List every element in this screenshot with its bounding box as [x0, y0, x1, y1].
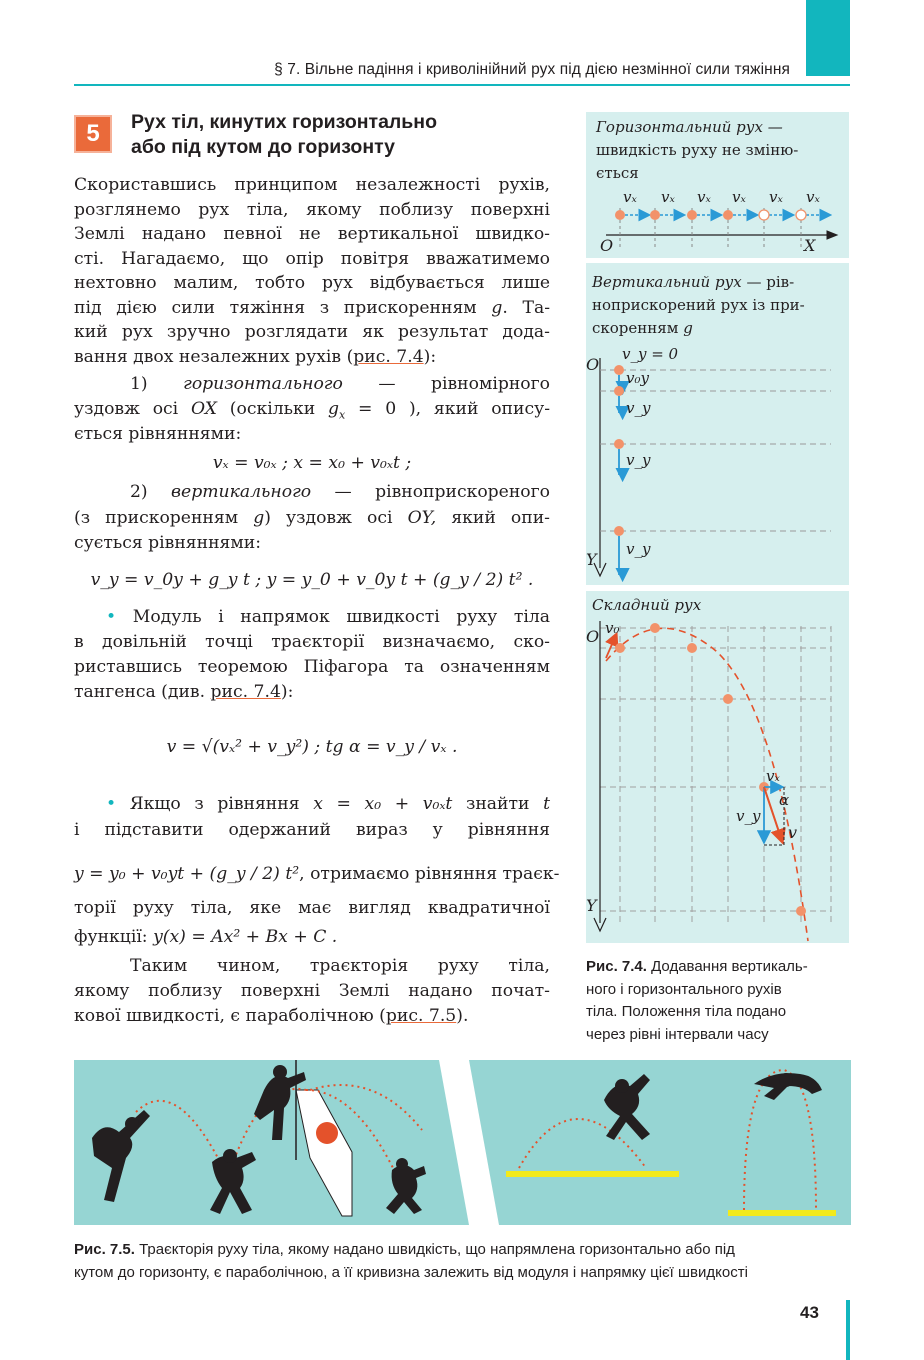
text-line: вання двох незалежних рухів (рис. 7.4): [74, 346, 437, 367]
origin-label: O [586, 355, 600, 374]
vy-label: v_y [626, 451, 651, 469]
y-axis-label: Y [586, 550, 597, 569]
equation-quadratic: y(x) = Ax² + Bx + C . [153, 927, 338, 947]
mirror-plate [296, 1090, 352, 1216]
text-line: кової швидкості, є параболічною (рис. 7.5). [74, 1006, 469, 1026]
body-position [796, 906, 806, 916]
body-position [614, 526, 624, 536]
y-axis-label: Y [586, 896, 597, 915]
body-position-future [759, 210, 769, 220]
bullet-1: • Модуль і напрямок швидкості руху тіла [106, 607, 550, 627]
equation-horizontal: vₓ = v₀ₓ ; x = x₀ + v₀ₓt ; [212, 453, 412, 473]
text-line: y = y₀ + v₀yt + (g_y / 2) t², отримаємо рівняння траєк- [74, 864, 560, 884]
jumping-figures-illustration [74, 1060, 851, 1225]
body-position [723, 694, 733, 704]
body-position [615, 210, 625, 220]
equation-vertical: v_y = v_0y + g_y t ; y = y_0 + v_0y t + (g_y / 2) t² . [90, 570, 534, 590]
running-title: § 7. Вільне падіння і криволінійний рух під дією незмінної сили тяжіння [274, 61, 790, 78]
body-position [650, 623, 660, 633]
vy-label: v_y [736, 807, 761, 825]
section-number-badge: 5 [74, 115, 112, 153]
ball [316, 1122, 338, 1144]
section-title [131, 110, 437, 159]
list-item-1: 1) горизонтального — рівномірного [130, 374, 550, 394]
grid [600, 626, 831, 926]
body-position [614, 386, 624, 396]
list-item-2: 2) вертикального — рівноприскореного [130, 482, 551, 502]
text-line: (з прискоренням g) уздовж осі OY, який опи- [74, 508, 550, 528]
platform-yellow [506, 1171, 679, 1177]
text-line: тангенса (див. рис. 7.4): [74, 682, 294, 702]
body-position [614, 439, 624, 449]
vertical-motion-diagram [586, 263, 849, 585]
section-title-line2: або під кутом до горизонту [131, 135, 396, 158]
equation-y: y = y₀ + v₀yt + (g_y / 2) t² [74, 864, 300, 884]
body-position [614, 365, 624, 375]
x-axis-label: X [804, 236, 816, 255]
body-position [723, 210, 733, 220]
text-line: функції: y(x) = Ax² + Bx + C . [74, 927, 338, 947]
text-line: Таким чином, траєкторія руху тіла, [130, 956, 550, 976]
page-number: 43 [800, 1303, 819, 1322]
vy-label: v_y [626, 540, 651, 558]
origin-label: O [600, 236, 614, 255]
figure-7-5-caption: Рис. 7.5. Траєкторія руху тіла, якому надано швидкість, що напрямлена горизонтально або під кутом до горизонту, є параболічною, а її кривизна залежить від модуля і напрямку цієї швидкості [74, 1241, 748, 1281]
figure-7-4-caption: Рис. 7.4. Додавання вертикаль- ного і горизонтального рухів тіла. Положення тіла подано через рівні інтервали часу [586, 958, 808, 1043]
vy-label: v_y [626, 399, 651, 417]
figure-ref-7-4[interactable]: рис. 7.4 [353, 346, 424, 367]
origin-label: O [586, 627, 600, 646]
text-line: під дією сили тяжіння з прискоренням g. Та- [74, 297, 550, 318]
v0y-label: v₀y [626, 369, 649, 387]
v0-label: v₀ [605, 619, 620, 637]
body-position-future [796, 210, 806, 220]
text-line: нехтовно малим, тобто рух відбувається лише [74, 273, 550, 293]
panel-vertical-motion [586, 263, 849, 585]
figure-ref-7-4[interactable]: рис. 7.4 [210, 682, 281, 702]
panel-compound-motion [586, 591, 849, 943]
alpha-label: α [779, 791, 790, 809]
header-accent-tab [806, 0, 850, 76]
text-line: ється рівняннями: [74, 424, 242, 444]
vx-label: vₓ [766, 767, 780, 785]
equation-speed: v = √(vₓ² + v_y²) ; tg α = v_y / vₓ . [166, 737, 458, 757]
text-line: і підставити одержаний вираз у рівняння [74, 820, 550, 840]
text-line: розглянемо рух тіла, якому поблизу поверхні [74, 199, 550, 220]
bullet-2: • Якщо з рівняння x = x₀ + v₀ₓt знайти t [106, 794, 551, 814]
body-position [615, 643, 625, 653]
body-position [687, 643, 697, 653]
body-position [687, 210, 697, 220]
text-line: сті. Нагадаємо, що опір повітря вважатимемо [74, 248, 550, 269]
text-line: уздовж осі OX (оскільки $g_x = 0$ ), який опису- [74, 399, 550, 422]
bullet-marker: • [106, 607, 117, 627]
text-line: сується рівняннями: [74, 533, 262, 553]
divider-stripe [439, 1060, 499, 1225]
dashed-ticks [620, 208, 801, 247]
panel-horizontal-motion [586, 112, 849, 258]
page-accent-bar [846, 1300, 850, 1360]
text-line: риставшись теоремою Піфагора та означенням [74, 657, 550, 677]
text-line: Скориставшись принципом незалежності рухів, [74, 175, 550, 195]
text-line: торії руху тіла, яке має вигляд квадратичної [74, 898, 550, 918]
header-rule [74, 84, 850, 86]
compound-motion-diagram [586, 591, 849, 943]
g-vector: g [491, 297, 503, 318]
vy0-label: v_y = 0 [622, 345, 679, 363]
text-line: в довільній точці траєкторії визначаємо, ско- [74, 632, 550, 652]
v-label: v [788, 823, 798, 842]
body-position [650, 210, 660, 220]
text-line: кий рух зручно розглядати як результат дода- [74, 322, 550, 342]
figure-7-5-illustration [74, 1060, 851, 1225]
jumper-silhouettes [92, 1065, 426, 1214]
vx-labels: vₓ vₓ vₓ vₓ vₓ vₓ [623, 188, 820, 206]
section-title-line1: Рух тіл, кинутих горизонтально [131, 111, 437, 133]
text-line: якому поблизу поверхні Землі надано почат- [74, 981, 550, 1001]
panel-caption: Складний рух [592, 596, 702, 614]
text-line: Землі надано певної не вертикальної швидко- [74, 224, 550, 244]
platform-yellow [728, 1210, 836, 1216]
figure-ref-7-5[interactable]: рис. 7.5 [385, 1006, 457, 1026]
v0-vector [606, 635, 616, 658]
panel-caption: Горизонтальний рух — швидкість руху не зміню- ється [596, 118, 799, 182]
panel-caption: Вертикальний рух — рів- ноприскорений рух із при- скоренням g [592, 273, 805, 337]
